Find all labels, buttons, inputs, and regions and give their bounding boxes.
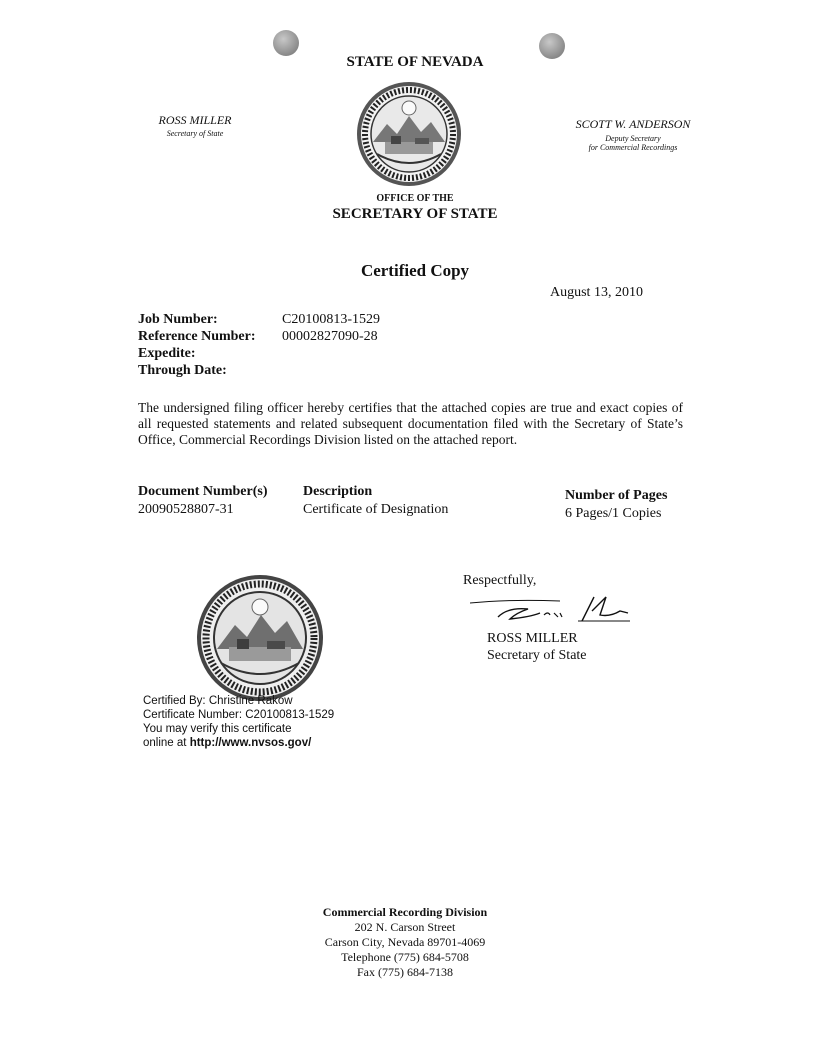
binder-hole-right (539, 33, 565, 59)
job-number-value: C20100813-1529 (282, 312, 380, 327)
signature (470, 593, 630, 629)
reference-number-value: 00002827090-28 (282, 329, 378, 344)
verify-line: You may verify this certificate (143, 723, 292, 735)
binder-hole-left (273, 30, 299, 56)
state-seal-bottom (195, 573, 325, 703)
right-official-name: SCOTT W. ANDERSON (575, 117, 691, 131)
left-official (120, 113, 270, 138)
left-official-name: ROSS MILLER (158, 113, 232, 127)
verify-online-prefix: online at (143, 737, 190, 749)
job-number-label: Job Number: (138, 312, 218, 327)
signer-name: ROSS MILLER (487, 631, 578, 646)
pages-value: 6 Pages/1 Copies (565, 506, 662, 521)
office-line-2: SECRETARY OF STATE (332, 206, 498, 222)
certificate-number: Certificate Number: C20100813-1529 (143, 709, 335, 721)
right-official-title-1: Deputy Secretary (605, 134, 661, 143)
certification-paragraph: The undersigned filing officer hereby certifies that the attached copies are true and exact copies of all requested statements and related subsequent documentation filed with the Secretary of State’s Office, Commercial Recordings Division listed on the attached report. (138, 400, 683, 447)
document-date: August 13, 2010 (550, 285, 643, 300)
footer-street: 202 N. Carson Street (354, 920, 456, 934)
state-seal-top (355, 80, 463, 188)
document-title: Certified Copy (360, 261, 470, 280)
office-line-1: OFFICE OF THE (376, 193, 454, 204)
expedite-label: Expedite: (138, 346, 196, 361)
verify-url-link[interactable]: http://www.nvsos.gov/ (189, 737, 312, 749)
right-official (548, 117, 718, 152)
through-date-label: Through Date: (138, 363, 227, 378)
doc-number-header: Document Number(s) (138, 484, 268, 499)
footer-fax: Fax (775) 684-7138 (357, 965, 453, 979)
closing-salutation: Respectfully, (463, 573, 537, 588)
footer-city: Carson City, Nevada 89701-4069 (324, 935, 486, 949)
pages-header: Number of Pages (565, 488, 668, 503)
reference-number-label: Reference Number: (138, 329, 256, 344)
certified-by: Certified By: Christine Rakow (143, 695, 293, 707)
verify-online-line (143, 737, 311, 749)
description-header: Description (303, 484, 373, 499)
signer-title: Secretary of State (487, 648, 587, 663)
footer-phone: Telephone (775) 684-5708 (341, 950, 469, 964)
right-official-title-2: for Commercial Recordings (588, 143, 678, 152)
footer-address (280, 905, 530, 980)
footer-division: Commercial Recording Division (322, 905, 488, 919)
doc-number-value: 20090528807-31 (138, 502, 234, 517)
description-value: Certificate of Designation (303, 502, 449, 517)
state-title: STATE OF NEVADA (346, 54, 484, 70)
left-official-title: Secretary of State (166, 129, 224, 138)
